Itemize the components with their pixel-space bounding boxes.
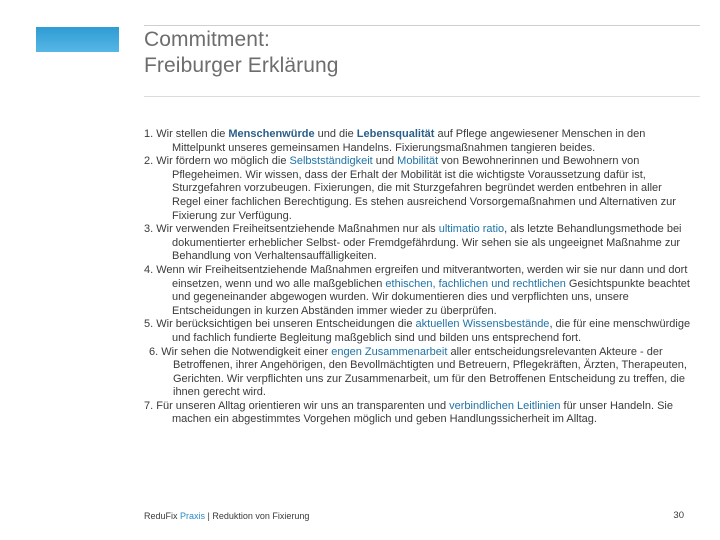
list-item — [144, 223, 692, 264]
highlighted-term: aktuellen Wissensbestände — [415, 318, 550, 331]
footer-brand-highlight: Praxis — [180, 511, 206, 521]
list-item-number: 6. — [149, 345, 159, 358]
page-number: 30 — [673, 510, 684, 521]
list-item-number: 4. — [144, 263, 154, 276]
highlighted-term: ultimatio ratio — [438, 223, 505, 236]
list-item-text: von Bewohnerinnen und Bewohnern von Pflegeheimen. Wir wissen, dass der Erhalt der Mobilität ist die wichtigste Voraussetzung dafür ist, Sturzgefahren vorzubeugen. Fixierungen, die mit Sturzgefahren begründet werden entbehren in aller Regel einer fachlichen Berechtigung. Es stehen ausreichend Vorsorgemaßnahmen und Alternativen zur Fixierung zur Verfügung. — [172, 155, 676, 222]
list-item-text: , die für eine menschwürdige und fachlich fundierte Begleitung maßgeblich sind und bilden uns entsprechend fort. — [172, 318, 691, 344]
list-item-text: Wenn wir Freiheitsentziehende Maßnahmen ergreifen und mitverantworten, werden wir sie nur dann und dort einsetzen, wenn und wo alle maßgeblichen — [156, 263, 688, 290]
footer — [144, 511, 309, 521]
footer-subtitle: Reduktion von Fixierung — [212, 511, 310, 521]
list-item-text: und die — [314, 128, 357, 140]
title-divider — [144, 96, 700, 97]
footer-separator: | — [205, 511, 213, 521]
highlighted-term: ethischen, fachlichen und rechtlichen — [385, 277, 566, 290]
footer-brand-prefix: ReduFix — [144, 511, 181, 521]
highlighted-term: Mobilität — [397, 155, 439, 168]
highlighted-term: Menschenwürde — [228, 128, 315, 140]
list-item — [144, 400, 692, 427]
list-item-text: Gesichtspunkte beachtet und gegeneinander abgewogen wurden. Wir dokumentieren dies und verpflichten uns, unsere Entscheidungen in kurzen Abständen immer wieder zu überprüfen. — [172, 277, 690, 317]
list-item — [144, 128, 692, 155]
title-line-2: Freiburger Erklärung — [144, 54, 339, 77]
list-item — [144, 346, 692, 400]
accent-bar — [36, 27, 119, 52]
list-item-text: auf Pflege angewiesener Menschen in den Mittelpunkt unseres gemeinsamen Handelns. Fixierungsmaßnahmen tangieren beides. — [172, 128, 646, 154]
highlighted-term: Selbstständigkeit — [289, 155, 373, 168]
list-item-text: Wir fördern wo möglich die — [156, 155, 290, 168]
list-item-text: Für unseren Alltag orientieren wir uns an transparenten und — [156, 399, 450, 412]
list-item-number: 1. — [144, 128, 154, 140]
list-item-text: für unser Handeln. Sie machen ein abgestimmtes Vorgehen möglich und geben Handlungssicherheit im Alltag. — [172, 399, 673, 426]
list-item-text: Wir verwenden Freiheitsentziehende Maßnahmen nur als — [156, 223, 439, 236]
highlighted-term: Lebensqualität — [356, 128, 435, 140]
top-divider — [144, 25, 700, 26]
list-item-text: Wir sehen die Notwendigkeit einer — [161, 345, 332, 358]
title-line-1: Commitment: — [144, 28, 270, 51]
highlighted-term: engen Zusammenarbeit — [331, 345, 448, 358]
list-item-number: 7. — [144, 399, 154, 412]
list-item-text: aller entscheidungsrelevanten Akteure - der Betroffenen, ihrer Angehörigen, den Bevollmächtigten und Betreuern, Pflegekräften, Ärzten, Therapeuten, Gerichten. Wir verpflichten uns zur Zusammenarbeit, um für den Betroffenen Entscheidung zu treffen, die ihnen gerecht wird. — [173, 345, 687, 399]
list-item — [144, 155, 692, 223]
declaration-list — [144, 128, 692, 427]
list-item-text: und — [372, 155, 398, 168]
list-item-text: , als letzte Behandlungsmethode bei dokumentierter erheblicher Selbst- oder Fremdgefährdung. Wir sehen sie als ungeeignet Maßnahme zur Behandlung von Verhaltensauffälligkeiten. — [172, 223, 682, 263]
list-item — [144, 264, 692, 318]
highlighted-term: verbindlichen Leitlinien — [449, 399, 561, 412]
list-item — [144, 318, 692, 345]
list-item-text: Wir berücksichtigen bei unseren Entscheidungen die — [156, 318, 416, 331]
list-item-number: 2. — [144, 155, 154, 168]
list-item-text: Wir stellen die — [156, 128, 229, 140]
list-item-number: 5. — [144, 318, 154, 331]
list-item-number: 3. — [144, 223, 154, 236]
page-title — [144, 27, 339, 79]
